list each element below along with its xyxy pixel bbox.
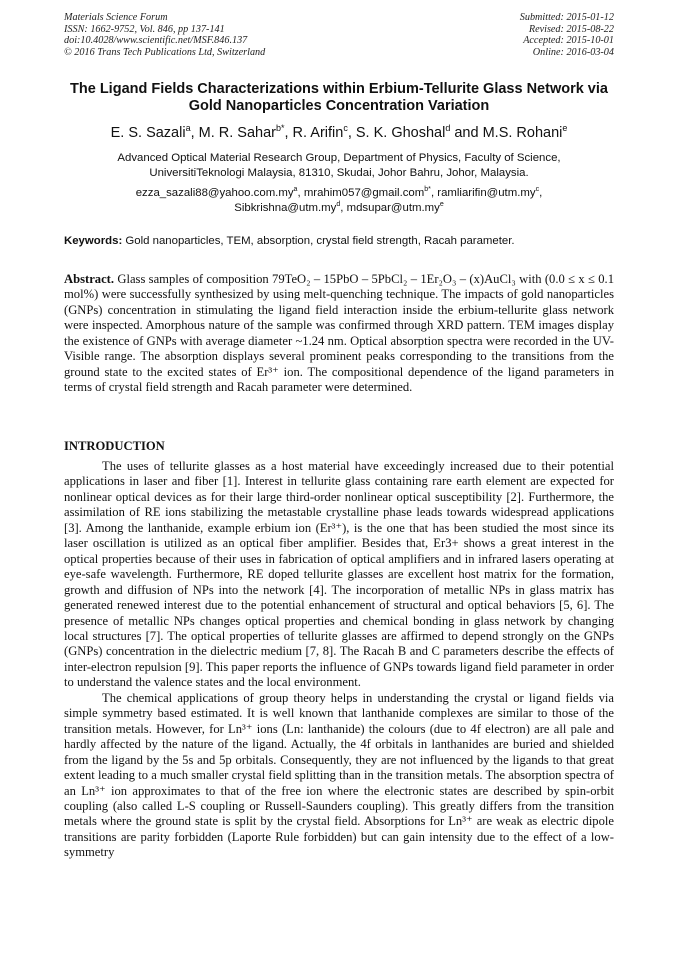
submitted-date: Submitted: 2015-01-12: [519, 12, 614, 23]
author-mark: b*: [275, 123, 285, 134]
submission-dates: [520, 12, 614, 58]
keywords-label: Keywords:: [64, 235, 123, 247]
email-mark: b*: [424, 186, 431, 194]
email-link[interactable]: ramliarifin@utm.my: [437, 187, 536, 199]
author-name: R. Arifin: [292, 125, 344, 141]
email-mark: d: [336, 201, 341, 209]
email-link[interactable]: mrahim057@gmail.com: [303, 187, 425, 199]
paragraph: The uses of tellurite glasses as a host material have exceedingly increased due to their potential applications in laser and fiber [1]. Interest in tellurite glass containing rare earth element are expected for nonlinear optical devices as for their large third-order nonlinear optical susceptibility [2]. Furthermore, the assimilation of RE ions stabilizing the metastable crystalline phase leads towards widespread applications [3]. Among the lanthanide, example erbium ion (Er³⁺), is the one that has been studied the most since its laser oscillation is utilized as an optical fiber amplifier. Besides that, Er3+ shows a great interest in the optical properties because of their uses in fabrication of optical amplifiers and in infrared lasers operating at eye-safe wavelength. Furthermore, RE doped tellurite glasses are excellent host matrix for the formation, growth and diffusion of NPs into the network [4]. The incorporation of metallic NPs in glass matrix has generated renewed interest due to the potential enhancement of structural and optical behaviors [5, 6]. The presence of metallic NPs changes optical properties and chemical bonding in glass network by changing local structures [7]. The optical properties of tellurite glasses are affirmed to depend strongly on the GNPs (GNPs) concentration in the dielectric medium [7, 8]. The Racah B and C parameters describe the effects of inter-electron repulsion [9]. This paper reports the influence of GNPs towards ligand field parameter in order to understand the valence states and the local environment.: [64, 459, 614, 690]
abstract-text: Glass samples of composition 79TeO₂ – 15PbO – 5PbCl₂ – 1Er₂O₃ – (x)AuCl₃ with (0.0 ≤ x ≤ 0.1 mol%) were successfully synthesized by using melt-quenching technique. The impacts of gold nanoparticles (GNPs) concentration in stimulating the ligand field interaction inside the erbium-tellurite glass network were inspected. Amorphous nature of the sample was confirmed through XRD pattern. TEM images display the existence of GNPs with average diameter ~1.24 nm. Optical absorption spectra were recorded in the UV-Visible range. The absorption displays several prominent peaks corresponding to the transitions from the ground state to the excited states of Er³⁺ ion. The compositional dependence of the ligand parameters in terms of crystal field strength and Racah parameter were determined.: [64, 272, 614, 395]
keywords-text: Gold nanoparticles, TEM, absorption, crystal field strength, Racah parameter.: [125, 235, 515, 247]
paper-title: The Ligand Fields Characterizations within Erbium-Tellurite Glass Network via Gold Nanoparticles Concentration Variation: [70, 81, 608, 114]
author-name: M. R. Sahar: [198, 125, 276, 141]
online-date: Online: 2016-03-04: [532, 46, 614, 58]
email-link[interactable]: mdsupar@utm.my: [346, 202, 440, 214]
author-list: E. S. Sazali$^a$, M. R. Sahar$^{b*}$, R. Arifin$^c$, S. K. Ghoshal$^d$ and M.S. Rohani$^e$: [110, 123, 568, 141]
email-mark: a: [293, 186, 298, 194]
issn-line: ISSN: 1662-9752, Vol. 846, pp 137-141: [64, 23, 225, 35]
revised-date: Revised: 2015-08-22: [528, 23, 614, 35]
email-link[interactable]: ezza_sazali88@yahoo.com.my: [135, 187, 294, 199]
journal-info: [64, 12, 265, 58]
introduction-body: [64, 459, 614, 861]
keywords: [64, 234, 614, 249]
journal-name: Materials Science Forum: [64, 12, 168, 23]
paragraph: The chemical applications of group theory helps in understanding the crystal or ligand fields via simple symmetry based estimated. It is well known that lanthanide complexes are similar to those of the transition metals. However, for Ln³⁺ ions (Ln: lanthanide) the colours (due to 4f electron) are all pale and hardly affected by the nature of the ligand. Actually, the 4f orbitals in lanthanides are buried and shielded from the ligand by the 5s and 5p orbitals. Consequently, they are not influenced by the ligands to that great extent leading to a much smaller crystal field splitting than in the transition metals. The absorption spectra of an Ln³⁺ ion approximates to that of the free ion where the electronic states are described by spin-orbit coupling (also called L-S coupling or Russell-Saunders coupling). This greatly differs from the transition metals where the ground state is split by the crystal field. Absorptions for Ln³⁺ are weak as electric dipole transitions are parity forbidden (Laporte Rule forbidden) but can gain intensity due to the effect of a low-symmetry: [64, 690, 614, 860]
email-link[interactable]: Sibkrishna@utm.my: [234, 202, 337, 214]
affiliation-line: UniversitiTeknologi Malaysia, 81310, Skudai, Johor Bahru, Johor, Malaysia.: [149, 167, 529, 179]
email-mark: c: [535, 186, 540, 194]
copyright-line: © 2016 Trans Tech Publications Ltd, Switzerland: [64, 46, 266, 58]
section-heading: INTRODUCTION: [64, 439, 165, 453]
abstract: [64, 272, 614, 396]
doi-line[interactable]: doi:10.4028/www.scientific.net/MSF.846.137: [64, 35, 248, 47]
email-mark: e: [439, 201, 444, 209]
author-emails: $ezza\_sazali88@yahoo.com.my^a$, mrahim057@gmail.com$^{b*}$, $ramliarifin@utm.my^c$, $Sibkrishna@utm.my^d$, $mdsupar@utm.my^e$: [135, 186, 543, 214]
author-mark: c: [343, 123, 348, 134]
author-name: S. K. Ghoshal: [355, 125, 446, 141]
abstract-label: Abstract.: [64, 272, 115, 286]
author-name: M.S. Rohani: [482, 125, 563, 141]
author-mark: d: [445, 123, 451, 134]
affiliation: [64, 151, 614, 181]
affiliation-line: Advanced Optical Material Research Group, Department of Physics, Faculty of Science,: [117, 152, 561, 164]
accepted-date: Accepted: 2015-10-01: [523, 35, 614, 47]
author-mark: a: [185, 123, 191, 134]
author-name: E. S. Sazali: [110, 125, 186, 141]
author-mark: e: [562, 123, 568, 134]
